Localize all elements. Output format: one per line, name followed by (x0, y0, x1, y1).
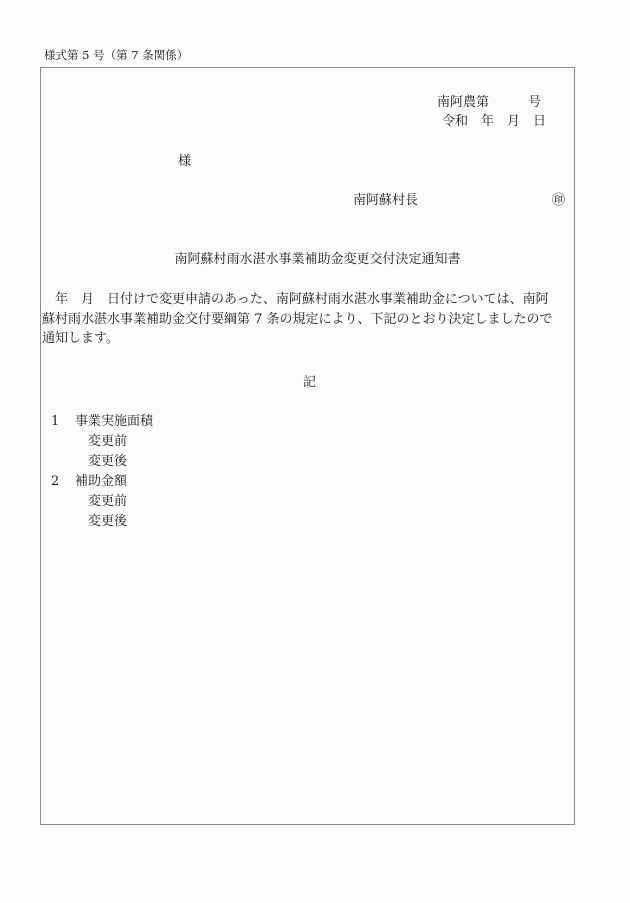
body-text (42, 290, 572, 349)
subitem-before: 変更前 (88, 434, 128, 449)
subitem-after: 変更後 (88, 454, 128, 469)
item-number: 1 (51, 414, 60, 429)
form-label: 様式第 5 号（第 7 条関係） (44, 48, 189, 62)
document-date: 令和 年 月 日 (442, 114, 547, 129)
addressee: 様 (178, 154, 192, 169)
document-title: 南阿蘇村雨水湛水事業補助金変更交付決定通知書 (174, 252, 461, 267)
item-label: 事業実施面積 (75, 414, 154, 429)
ki-heading: 記 (303, 375, 317, 390)
body-line: 蘇村雨水湛水事業補助金交付要綱第 7 条の規定により、下記のとおり決定しましたので (42, 311, 553, 327)
subitem-after: 変更後 (88, 514, 128, 529)
body-line: 通知します。 (42, 331, 119, 346)
body-line: 年 月 日付けで変更申請のあった、南阿蘇村雨水湛水事業補助金については、南阿 (42, 292, 549, 307)
document-number: 南阿農第 号 (437, 95, 542, 110)
item-label: 補助金額 (75, 474, 128, 489)
sender-name: 南阿蘇村長 (353, 193, 419, 208)
subitem-before: 変更前 (88, 494, 128, 509)
item-subsidy (51, 470, 127, 489)
item-number: 2 (51, 474, 60, 489)
seal-icon: ㊞ (552, 193, 566, 208)
item-area (51, 410, 153, 429)
